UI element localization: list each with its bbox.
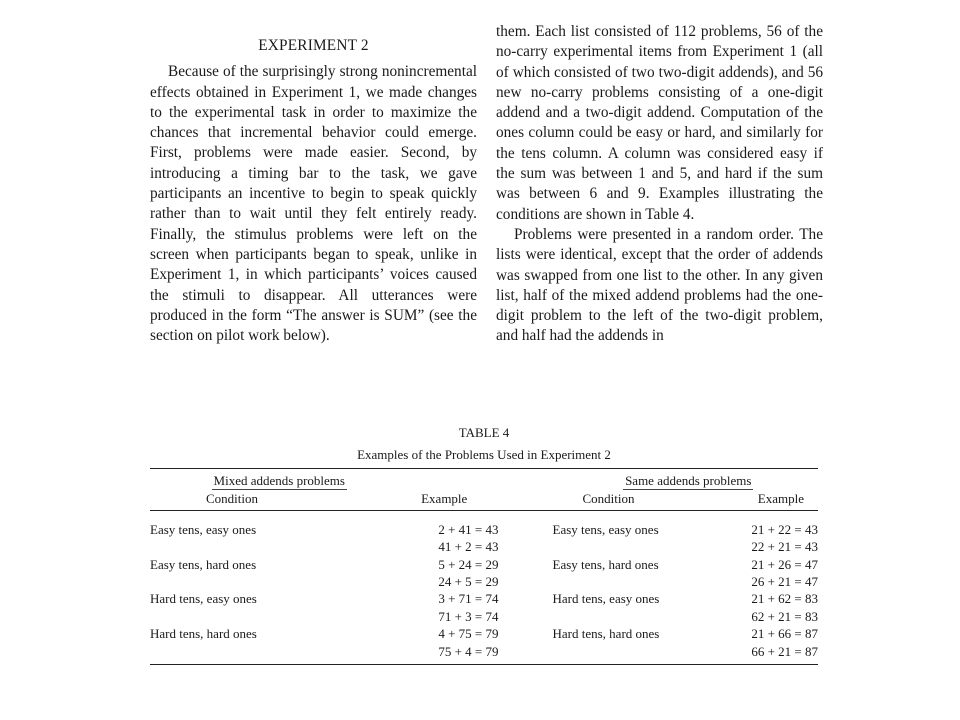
column-header-condition: Condition <box>206 491 259 507</box>
condition-cell <box>499 643 713 665</box>
condition-cell <box>499 573 713 590</box>
table-row <box>150 643 818 665</box>
table-row <box>150 608 818 625</box>
column-header-condition: Condition <box>582 491 635 507</box>
example-cell: 5 + 24 = 29 <box>438 556 499 572</box>
example-cell: 26 + 21 = 47 <box>751 574 818 590</box>
column-header-example: Example <box>757 491 804 507</box>
example-cell: 41 + 2 = 43 <box>438 539 499 555</box>
body-paragraph: Because of the surprisingly strong nonincremental effects obtained in Experiment 1, we made changes to the experimental task in order to maximize the chances that incremental behavior could emerge. First, problems were made easier. Second, by introducing a timing bar to the task, we gave participants an incentive to begin to speak quickly rather than to wait until they felt entirely ready. Finally, the stimulus problems were left on the screen when participants began to speak, unlike in Experiment 1, in which participants’ voices caused the stimuli to disappear. All utterances were produced in the form “The answer is SUM” (see the section on pilot work below). <box>150 63 477 345</box>
body-paragraph-continued: them. Each list consisted of 112 problems, 56 of the no-carry experimental items from Experiment 1 (all of which consisted of two two-digit addends), and 56 new no-carry problems consisting of a one-digit addend and a two-digit addend. Computation of the ones column could be easy or hard, and similarly for the tens column. A column was considered easy if the sum was between 1 and 5, and hard if the sum was between 6 and 9. Examples illustrating the conditions are shown in Table 4. <box>496 23 823 223</box>
condition-cell: Hard tens, hard ones <box>552 626 660 642</box>
condition-cell: Hard tens, easy ones <box>552 591 660 607</box>
table-row <box>150 538 818 555</box>
condition-cell: Hard tens, hard ones <box>150 626 257 642</box>
table-row <box>150 590 818 607</box>
table-row <box>150 625 818 642</box>
group-header-mixed: Mixed addends problems <box>212 472 347 490</box>
example-cell: 24 + 5 = 29 <box>438 574 499 590</box>
body-paragraph: Problems were presented in a random order. The lists were identical, except that the order of addends was swapped from one list to the other. In any given list, half of the mixed addend problems had the one-digit problem to the left of the two-digit problem, and half had the addends in <box>496 225 823 345</box>
right-column <box>496 22 823 347</box>
example-cell: 21 + 62 = 83 <box>751 591 818 607</box>
condition-cell: Easy tens, easy ones <box>552 521 659 537</box>
condition-cell: Easy tens, hard ones <box>552 556 659 572</box>
table-row <box>150 521 818 538</box>
group-header-same: Same addends problems <box>623 472 753 490</box>
table-4 <box>150 424 818 665</box>
condition-cell: Hard tens, easy ones <box>150 591 257 607</box>
example-cell: 21 + 26 = 47 <box>751 556 818 572</box>
table-body <box>150 510 818 664</box>
example-cell: 66 + 21 = 87 <box>751 643 818 659</box>
example-cell: 4 + 75 = 79 <box>438 626 499 642</box>
problems-table <box>150 468 818 665</box>
condition-cell: Easy tens, hard ones <box>150 556 257 572</box>
table-row <box>150 573 818 590</box>
table-row <box>150 556 818 573</box>
condition-cell <box>499 608 713 625</box>
condition-cell <box>150 538 320 555</box>
example-cell: 22 + 21 = 43 <box>751 539 818 555</box>
example-cell: 2 + 41 = 43 <box>438 521 499 537</box>
column-header-example: Example <box>421 491 468 507</box>
condition-cell <box>499 538 713 555</box>
table-caption: Examples of the Problems Used in Experiment 2 <box>357 447 611 462</box>
condition-cell <box>150 608 320 625</box>
section-heading: EXPERIMENT 2 <box>258 37 369 54</box>
example-cell: 62 + 21 = 83 <box>751 608 818 624</box>
example-cell: 21 + 22 = 43 <box>751 521 818 537</box>
table-label: TABLE 4 <box>458 425 510 440</box>
condition-cell <box>150 573 320 590</box>
example-cell: 71 + 3 = 74 <box>438 608 499 624</box>
condition-cell <box>150 643 320 665</box>
left-column <box>150 22 477 346</box>
example-cell: 75 + 4 = 79 <box>438 643 499 659</box>
condition-cell: Easy tens, easy ones <box>150 521 257 537</box>
example-cell: 3 + 71 = 74 <box>438 591 499 607</box>
example-cell: 21 + 66 = 87 <box>751 626 818 642</box>
